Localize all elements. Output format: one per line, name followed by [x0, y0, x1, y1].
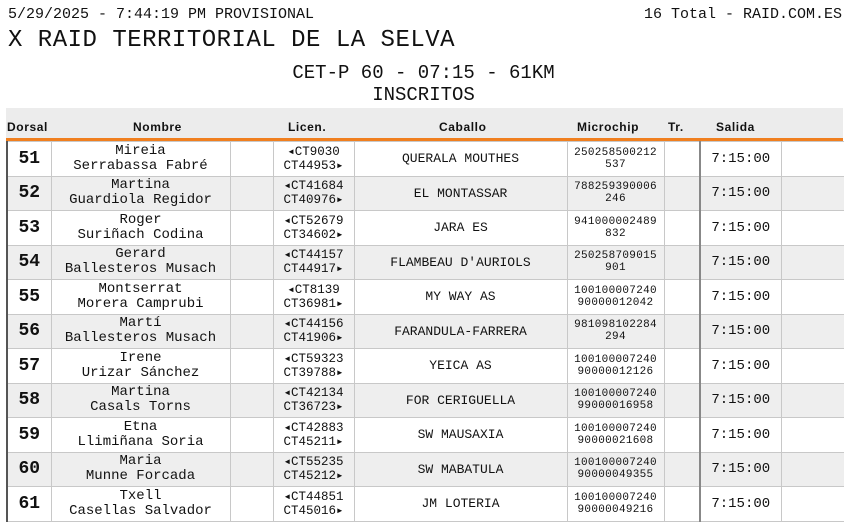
report-total: 16 Total - RAID.COM.ES: [643, 6, 842, 23]
horse-license: CT45016▸: [283, 503, 344, 518]
horse-cell: SW MABATULA: [354, 452, 567, 487]
list-type: INSCRITOS: [372, 84, 475, 106]
rider-name-cell: [51, 418, 230, 453]
horse-license: CT45212▸: [283, 469, 344, 484]
license-cell: [273, 211, 354, 246]
table-row: [7, 245, 844, 280]
rider-first-name: Martí: [119, 315, 162, 332]
start-time-cell: 7:15:00: [700, 280, 781, 315]
rider-first-name: Txell: [119, 487, 162, 504]
table-row: [7, 452, 844, 487]
dorsal-cell: 58: [7, 383, 51, 418]
rider-first-name: Martina: [111, 177, 170, 194]
horse-cell: MY WAY AS: [354, 280, 567, 315]
blank-cell: [230, 383, 273, 418]
horse-license: CT39788▸: [283, 365, 344, 380]
microchip-cell: [567, 280, 664, 315]
blank-cell: [230, 280, 273, 315]
rider-first-name: Maria: [119, 453, 162, 470]
rider-name-cell: [51, 142, 230, 177]
rider-license: ◂CT42883: [283, 420, 344, 435]
rider-license: ◂CT55235: [283, 455, 344, 470]
microchip-line-2: 90000012126: [577, 365, 654, 378]
horse-cell: FARANDULA-FARRERA: [354, 314, 567, 349]
col-caballo: Caballo: [439, 120, 487, 134]
table-row: [7, 142, 844, 177]
col-microchip: Microchip: [577, 120, 640, 134]
dorsal-cell: 61: [7, 487, 51, 522]
horse-license: CT44953▸: [283, 158, 344, 173]
rider-name-cell: [51, 452, 230, 487]
rider-last-name: Casals Torns: [90, 399, 191, 416]
rider-last-name: Morera Camprubi: [77, 295, 204, 312]
col-nombre: Nombre: [133, 120, 182, 134]
blank-cell: [230, 142, 273, 177]
dorsal-cell: 55: [7, 280, 51, 315]
horse-license: CT44917▸: [283, 262, 344, 277]
rider-license: ◂CT42134: [283, 386, 344, 401]
entries-table: [6, 141, 844, 522]
horse-cell: FLAMBEAU D'AURIOLS: [354, 245, 567, 280]
horse-cell: SW MAUSAXIA: [354, 418, 567, 453]
microchip-line-2: 90000049355: [577, 469, 654, 482]
rider-license: ◂CT44156: [283, 317, 344, 332]
category-line: CET-P 60 - 07:15 - 61KM: [292, 62, 555, 84]
dorsal-cell: 54: [7, 245, 51, 280]
microchip-line-1: 981098102284: [574, 319, 657, 332]
license-cell: [273, 176, 354, 211]
rider-name-cell: [51, 349, 230, 384]
horse-license: CT40976▸: [283, 193, 344, 208]
microchip-line-2: 246: [605, 193, 626, 206]
blank-cell: [781, 452, 844, 487]
horse-license: CT36723▸: [283, 400, 344, 415]
start-time-cell: 7:15:00: [700, 383, 781, 418]
col-dorsal: Dorsal: [7, 120, 48, 134]
rider-first-name: Gerard: [115, 246, 166, 263]
horse-license: CT45211▸: [283, 434, 344, 449]
microchip-line-1: 100100007240: [574, 491, 657, 504]
tr-cell: [664, 349, 700, 384]
dorsal-cell: 53: [7, 211, 51, 246]
rider-license: ◂CT52679: [283, 213, 344, 228]
tr-cell: [664, 245, 700, 280]
microchip-line-1: 788259390006: [574, 181, 657, 194]
blank-cell: [781, 211, 844, 246]
blank-cell: [230, 487, 273, 522]
rider-license: ◂CT9030: [287, 144, 340, 159]
tr-cell: [664, 142, 700, 177]
table-row: [7, 418, 844, 453]
microchip-line-1: 100100007240: [574, 284, 657, 297]
rider-license: ◂CT44157: [283, 248, 344, 263]
blank-cell: [781, 383, 844, 418]
start-time-cell: 7:15:00: [700, 452, 781, 487]
rider-first-name: Roger: [119, 211, 162, 228]
microchip-line-2: 832: [605, 227, 626, 240]
rider-last-name: Ballesteros Musach: [64, 261, 217, 278]
license-cell: [273, 418, 354, 453]
table-row: [7, 314, 844, 349]
rider-license: ◂CT44851: [283, 489, 344, 504]
blank-cell: [781, 418, 844, 453]
start-time-cell: 7:15:00: [700, 349, 781, 384]
microchip-cell: [567, 418, 664, 453]
license-cell: [273, 142, 354, 177]
microchip-cell: [567, 383, 664, 418]
tr-cell: [664, 211, 700, 246]
blank-cell: [781, 349, 844, 384]
rider-last-name: Guardiola Regidor: [69, 192, 212, 209]
table-row: [7, 280, 844, 315]
blank-cell: [230, 245, 273, 280]
start-time-cell: 7:15:00: [700, 142, 781, 177]
license-cell: [273, 245, 354, 280]
microchip-line-2: 901: [605, 262, 626, 275]
rider-name-cell: [51, 314, 230, 349]
microchip-cell: [567, 314, 664, 349]
rider-name-cell: [51, 487, 230, 522]
start-time-cell: 7:15:00: [700, 245, 781, 280]
blank-cell: [781, 245, 844, 280]
license-cell: [273, 452, 354, 487]
horse-cell: EL MONTASSAR: [354, 176, 567, 211]
col-tr: Tr.: [668, 120, 684, 134]
microchip-cell: [567, 211, 664, 246]
rider-name-cell: [51, 383, 230, 418]
rider-last-name: Serrabassa Fabré: [73, 157, 208, 174]
blank-cell: [230, 176, 273, 211]
start-time-cell: 7:15:00: [700, 176, 781, 211]
rider-license: ◂CT41684: [283, 179, 344, 194]
tr-cell: [664, 176, 700, 211]
microchip-cell: [567, 245, 664, 280]
microchip-line-1: 100100007240: [574, 422, 657, 435]
rider-last-name: Casellas Salvador: [69, 502, 212, 519]
event-title: X RAID TERRITORIAL DE LA SELVA: [8, 27, 456, 54]
dorsal-cell: 59: [7, 418, 51, 453]
horse-license: CT36981▸: [283, 296, 344, 311]
report-timestamp: 5/29/2025 - 7:44:19 PM PROVISIONAL: [8, 6, 315, 23]
rider-license: ◂CT8139: [287, 282, 340, 297]
col-salida: Salida: [716, 120, 755, 134]
rider-name-cell: [51, 280, 230, 315]
rider-last-name: Urizar Sánchez: [81, 364, 200, 381]
start-time-cell: 7:15:00: [700, 418, 781, 453]
rider-first-name: Mireia: [115, 142, 166, 159]
start-time-cell: 7:15:00: [700, 211, 781, 246]
tr-cell: [664, 487, 700, 522]
blank-cell: [230, 452, 273, 487]
dorsal-cell: 57: [7, 349, 51, 384]
rider-last-name: Llimiñana Soria: [77, 433, 204, 450]
horse-cell: JARA ES: [354, 211, 567, 246]
dorsal-cell: 51: [7, 142, 51, 177]
microchip-cell: [567, 142, 664, 177]
microchip-cell: [567, 452, 664, 487]
blank-cell: [230, 211, 273, 246]
horse-cell: QUERALA MOUTHES: [354, 142, 567, 177]
rider-license: ◂CT59323: [283, 351, 344, 366]
rider-last-name: Munne Forcada: [85, 468, 196, 485]
table-header: [6, 108, 843, 141]
blank-cell: [781, 487, 844, 522]
microchip-cell: [567, 349, 664, 384]
tr-cell: [664, 314, 700, 349]
rider-first-name: Montserrat: [98, 280, 183, 297]
microchip-line-1: 250258709015: [574, 250, 657, 263]
microchip-line-1: 100100007240: [574, 388, 657, 401]
microchip-line-2: 294: [605, 331, 626, 344]
tr-cell: [664, 452, 700, 487]
horse-license: CT41906▸: [283, 331, 344, 346]
microchip-line-1: 100100007240: [574, 457, 657, 470]
microchip-cell: [567, 176, 664, 211]
license-cell: [273, 314, 354, 349]
blank-cell: [781, 142, 844, 177]
rider-last-name: Suriñach Codina: [77, 226, 204, 243]
microchip-line-1: 250258500212: [574, 146, 657, 159]
microchip-line-1: 941000002489: [574, 215, 657, 228]
blank-cell: [781, 176, 844, 211]
microchip-line-2: 99000016958: [577, 400, 654, 413]
report-header-line: [8, 6, 842, 24]
microchip-line-2: 90000021608: [577, 434, 654, 447]
microchip-line-2: 90000049216: [577, 503, 654, 516]
microchip-line-2: 90000012042: [577, 296, 654, 309]
table-row: [7, 176, 844, 211]
rider-name-cell: [51, 245, 230, 280]
dorsal-cell: 60: [7, 452, 51, 487]
blank-cell: [230, 314, 273, 349]
table-row: [7, 211, 844, 246]
rider-last-name: Ballesteros Musach: [64, 330, 217, 347]
license-cell: [273, 349, 354, 384]
dorsal-cell: 56: [7, 314, 51, 349]
col-licen: Licen.: [288, 120, 327, 134]
rider-first-name: Martina: [111, 384, 170, 401]
license-cell: [273, 487, 354, 522]
blank-cell: [230, 349, 273, 384]
dorsal-cell: 52: [7, 176, 51, 211]
horse-cell: JM LOTERIA: [354, 487, 567, 522]
horse-license: CT34602▸: [283, 227, 344, 242]
blank-cell: [230, 418, 273, 453]
tr-cell: [664, 418, 700, 453]
table-row: [7, 349, 844, 384]
license-cell: [273, 383, 354, 418]
license-cell: [273, 280, 354, 315]
blank-cell: [781, 280, 844, 315]
start-time-cell: 7:15:00: [700, 487, 781, 522]
microchip-line-2: 537: [605, 158, 626, 171]
table-row: [7, 487, 844, 522]
rider-name-cell: [51, 176, 230, 211]
rider-name-cell: [51, 211, 230, 246]
rider-first-name: Irene: [119, 349, 162, 366]
blank-cell: [781, 314, 844, 349]
microchip-line-1: 100100007240: [574, 353, 657, 366]
microchip-cell: [567, 487, 664, 522]
table-row: [7, 383, 844, 418]
tr-cell: [664, 280, 700, 315]
horse-cell: FOR CERIGUELLA: [354, 383, 567, 418]
start-time-cell: 7:15:00: [700, 314, 781, 349]
horse-cell: YEICA AS: [354, 349, 567, 384]
tr-cell: [664, 383, 700, 418]
rider-first-name: Etna: [123, 418, 158, 435]
